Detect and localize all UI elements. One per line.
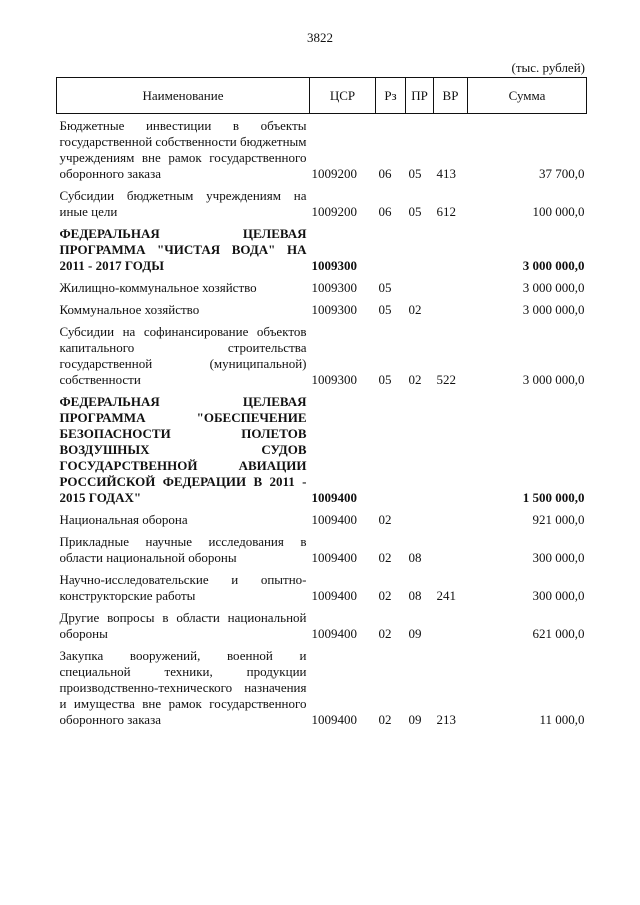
- row-rz: 02: [378, 550, 392, 565]
- row-csr: 1009300: [311, 372, 357, 387]
- row-name: Субсидии на софинансирование объектов капитального строительства государственной (муниципальной) собственности: [59, 324, 307, 387]
- table-row: [57, 322, 587, 392]
- budget-table: [56, 77, 587, 732]
- row-csr: 1009300: [311, 258, 357, 273]
- row-pr: [406, 392, 434, 510]
- table-row: [57, 186, 587, 224]
- row-vr: 413: [436, 166, 456, 181]
- row-name: Научно-исследовательские и опытно-конструкторские работы: [59, 572, 307, 603]
- row-pr: 09: [408, 712, 422, 727]
- row-sum: 1 500 000,0: [522, 490, 585, 505]
- row-rz: 05: [378, 280, 392, 295]
- row-pr: [406, 224, 434, 278]
- row-rz: 02: [378, 712, 392, 727]
- row-vr: 612: [436, 204, 456, 219]
- row-pr: 05: [408, 204, 422, 219]
- table-header-row: [57, 78, 587, 114]
- row-sum: 3 000 000,0: [522, 258, 585, 273]
- table-row: [57, 114, 587, 187]
- table-row-program: [57, 392, 587, 510]
- row-sum: 100 000,0: [532, 204, 585, 219]
- row-name: Бюджетные инвестиции в объекты государственной собственности бюджетным учреждениям вне рамок государственного оборонного заказа: [59, 118, 307, 181]
- row-name: Прикладные научные исследования в области национальной обороны: [59, 534, 307, 565]
- row-name: Жилищно-коммунальное хозяйство: [59, 280, 257, 295]
- table-row-program: [57, 224, 587, 278]
- row-sum: 3 000 000,0: [522, 372, 585, 387]
- row-sum: 300 000,0: [532, 588, 585, 603]
- header-sum: Сумма: [468, 78, 587, 114]
- row-csr: 1009300: [311, 302, 357, 317]
- row-rz: 06: [378, 204, 392, 219]
- table-row: [57, 300, 587, 322]
- row-pr: 08: [408, 588, 422, 603]
- row-pr: 02: [408, 372, 422, 387]
- row-sum: 3 000 000,0: [522, 280, 585, 295]
- row-pr: [406, 510, 434, 532]
- table-row: [57, 570, 587, 608]
- header-rz: Рз: [376, 78, 406, 114]
- row-name: ФЕДЕРАЛЬНАЯ ЦЕЛЕВАЯ ПРОГРАММА "ОБЕСПЕЧЕНИЕ БЕЗОПАСНОСТИ ПОЛЕТОВ ВОЗДУШНЫХ СУДОВ ГОСУДАРСТВЕННОЙ АВИАЦИИ РОССИЙСКОЙ ФЕДЕРАЦИИ В 2011 - 2015 ГОДАХ": [59, 394, 307, 505]
- row-csr: 1009400: [311, 490, 357, 505]
- row-name: Другие вопросы в области национальной обороны: [59, 610, 307, 641]
- header-vr: ВР: [434, 78, 468, 114]
- row-name: Закупка вооружений, военной и специальной техники, продукции производственно-технического назначения и имущества вне рамок государственного оборонного заказа: [59, 648, 307, 727]
- row-rz: 05: [378, 372, 392, 387]
- row-rz: 02: [378, 588, 392, 603]
- row-rz: [376, 224, 406, 278]
- row-sum: 921 000,0: [532, 512, 585, 527]
- table-row: [57, 532, 587, 570]
- row-pr: 02: [408, 302, 422, 317]
- row-csr: 1009400: [311, 550, 357, 565]
- row-pr: [406, 278, 434, 300]
- row-name: Коммунальное хозяйство: [59, 302, 200, 317]
- table-row: [57, 608, 587, 646]
- row-csr: 1009400: [311, 626, 357, 641]
- row-rz: 06: [378, 166, 392, 181]
- row-csr: 1009200: [311, 204, 357, 219]
- row-vr: [434, 608, 468, 646]
- row-pr: 05: [408, 166, 422, 181]
- row-csr: 1009400: [311, 588, 357, 603]
- row-sum: 37 700,0: [539, 166, 585, 181]
- row-pr: 09: [408, 626, 422, 641]
- row-sum: 621 000,0: [532, 626, 585, 641]
- row-rz: 05: [378, 302, 392, 317]
- row-sum: 300 000,0: [532, 550, 585, 565]
- header-csr: ЦСР: [310, 78, 376, 114]
- row-vr: [434, 224, 468, 278]
- table-row: [57, 646, 587, 732]
- row-csr: 1009400: [311, 712, 357, 727]
- row-rz: [376, 392, 406, 510]
- row-vr: [434, 392, 468, 510]
- row-vr: 213: [436, 712, 456, 727]
- row-sum: 3 000 000,0: [522, 302, 585, 317]
- row-vr: [434, 300, 468, 322]
- row-vr: 522: [436, 372, 456, 387]
- row-name: Субсидии бюджетным учреждениям на иные цели: [59, 188, 307, 219]
- row-vr: [434, 278, 468, 300]
- row-vr: 241: [436, 588, 456, 603]
- row-csr: 1009300: [311, 280, 357, 295]
- row-csr: 1009200: [311, 166, 357, 181]
- header-pr: ПР: [406, 78, 434, 114]
- table-row: [57, 510, 587, 532]
- row-vr: [434, 510, 468, 532]
- row-vr: [434, 532, 468, 570]
- table-row: [57, 278, 587, 300]
- row-rz: 02: [378, 512, 392, 527]
- page-number: 3822: [307, 30, 333, 45]
- header-name: Наименование: [57, 78, 310, 114]
- units-label: (тыс. рублей): [511, 60, 585, 75]
- row-rz: 02: [378, 626, 392, 641]
- row-pr: 08: [408, 550, 422, 565]
- row-sum: 11 000,0: [539, 712, 585, 727]
- row-csr: 1009400: [311, 512, 357, 527]
- row-name: Национальная оборона: [59, 512, 188, 527]
- row-name: ФЕДЕРАЛЬНАЯ ЦЕЛЕВАЯ ПРОГРАММА "ЧИСТАЯ ВОДА" НА 2011 - 2017 ГОДЫ: [59, 226, 307, 273]
